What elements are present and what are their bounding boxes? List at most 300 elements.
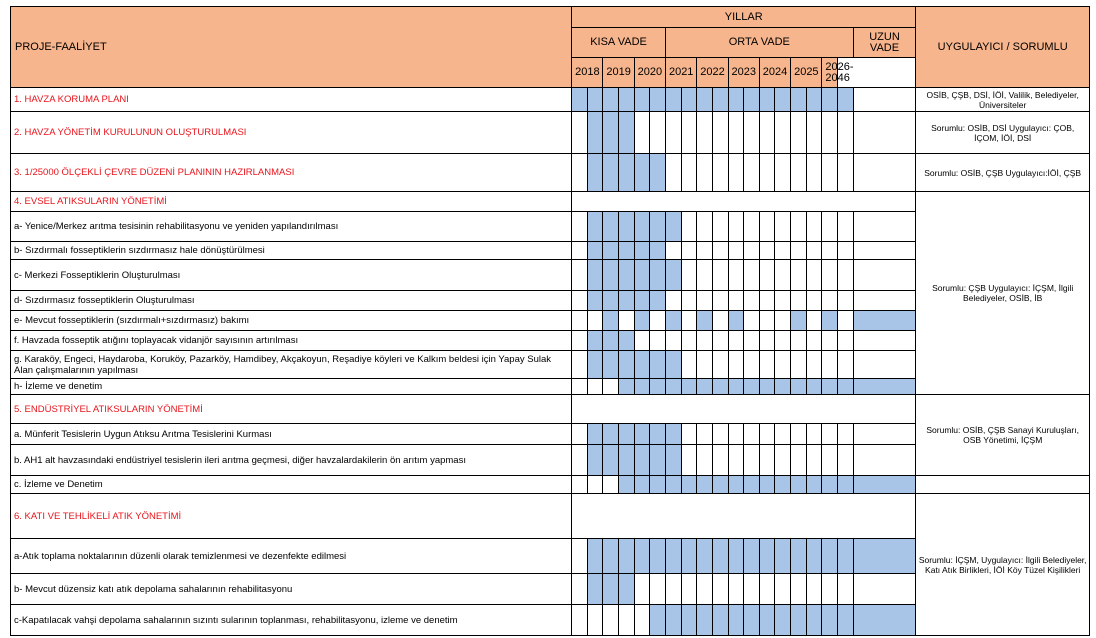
schedule-cell — [712, 212, 728, 242]
year-2020: 2020 — [634, 58, 665, 88]
activity-label: a- Yenice/Merkez arıtma tesisinin rehabilitasyonu ve yeniden yapılandırılması — [11, 212, 572, 242]
schedule-cell-active — [728, 476, 744, 494]
schedule-cell — [759, 424, 775, 445]
schedule-cell — [587, 605, 603, 636]
schedule-cell — [853, 112, 916, 154]
schedule-cell-active — [634, 242, 650, 260]
schedule-cell — [681, 574, 697, 605]
schedule-cell — [759, 154, 775, 192]
schedule-cell — [806, 424, 822, 445]
schedule-cell — [744, 242, 760, 260]
schedule-cell — [759, 445, 775, 476]
schedule-cell-active — [619, 88, 635, 112]
schedule-cell — [775, 351, 791, 379]
schedule-cell-active — [838, 379, 854, 395]
schedule-cell — [744, 260, 760, 291]
schedule-cell-active — [759, 88, 775, 112]
year-2018: 2018 — [572, 58, 603, 88]
schedule-cell-active — [806, 605, 822, 636]
schedule-cell-active — [775, 88, 791, 112]
schedule-cell — [697, 212, 713, 242]
schedule-cell-active — [665, 88, 681, 112]
schedule-cell — [650, 311, 666, 331]
activity-header: PROJE-FAALİYET — [11, 7, 572, 88]
responsible-cell: Sorumlu: İÇŞM, Uygulayıcı: İlgili Belediyeler, Katı Atık Birlikleri, İÖİ Köy Tüzel Kişilikleri — [916, 494, 1090, 636]
schedule-cell-active — [665, 605, 681, 636]
schedule-cell — [572, 154, 588, 192]
schedule-cell — [681, 291, 697, 311]
schedule-cell — [712, 574, 728, 605]
schedule-cell — [634, 605, 650, 636]
schedule-cell — [744, 311, 760, 331]
years-header: YILLAR — [572, 7, 916, 28]
schedule-cell — [853, 242, 916, 260]
mid-term-header: ORTA VADE — [665, 28, 853, 58]
schedule-cell-active — [634, 379, 650, 395]
schedule-cell — [681, 311, 697, 331]
schedule-cell — [634, 331, 650, 351]
schedule-cell — [728, 424, 744, 445]
schedule-cell-active — [619, 539, 635, 574]
schedule-cell — [697, 291, 713, 311]
schedule-cell — [650, 574, 666, 605]
schedule-cell-active — [665, 445, 681, 476]
schedule-cell-active — [775, 379, 791, 395]
schedule-cell-active — [603, 424, 619, 445]
schedule-cell-active — [619, 379, 635, 395]
schedule-cell — [759, 260, 775, 291]
schedule-cell-active — [728, 379, 744, 395]
year-2026-2046: 2026-2046 — [822, 58, 838, 88]
responsible-cell — [916, 476, 1090, 494]
schedule-cell — [728, 112, 744, 154]
schedule-cell — [838, 260, 854, 291]
schedule-cell — [712, 260, 728, 291]
schedule-cell — [806, 351, 822, 379]
schedule-cell-active — [775, 605, 791, 636]
schedule-cell — [572, 574, 588, 605]
schedule-cell — [853, 331, 916, 351]
schedule-cell — [712, 291, 728, 311]
schedule-cell-active — [853, 379, 916, 395]
schedule-cell — [822, 445, 838, 476]
schedule-cell — [838, 574, 854, 605]
schedule-cell — [775, 445, 791, 476]
schedule-cell — [665, 154, 681, 192]
schedule-cell-active — [791, 605, 807, 636]
schedule-cell — [791, 242, 807, 260]
schedule-cell-active — [665, 424, 681, 445]
schedule-cell-active — [650, 445, 666, 476]
activity-row — [11, 154, 1090, 192]
schedule-cell — [791, 260, 807, 291]
schedule-cell-active — [650, 88, 666, 112]
activity-label: d- Sızdırmasız fosseptiklerin Oluşturulması — [11, 291, 572, 311]
schedule-cell — [853, 88, 916, 112]
schedule-cell-active — [572, 88, 588, 112]
schedule-cell-active — [634, 476, 650, 494]
schedule-cell — [759, 242, 775, 260]
schedule-cell — [681, 445, 697, 476]
schedule-cell — [744, 112, 760, 154]
schedule-cell — [775, 112, 791, 154]
activity-label: b- Sızdırmalı fosseptiklerin sızdırmasız hale dönüştürülmesi — [11, 242, 572, 260]
schedule-cell-active — [634, 88, 650, 112]
schedule-cell — [728, 331, 744, 351]
schedule-cell-active — [587, 331, 603, 351]
year-2022: 2022 — [697, 58, 728, 88]
schedule-cell — [822, 331, 838, 351]
schedule-cell — [791, 574, 807, 605]
schedule-cell — [822, 154, 838, 192]
schedule-cell — [728, 212, 744, 242]
schedule-cell-active — [665, 351, 681, 379]
schedule-cell — [791, 424, 807, 445]
schedule-cell — [587, 476, 603, 494]
section-heading: 4. EVSEL ATIKSULARIN YÖNETİMİ — [11, 192, 572, 212]
schedule-cell — [712, 242, 728, 260]
schedule-cell-active — [587, 212, 603, 242]
schedule-cell-active — [712, 88, 728, 112]
schedule-cell-active — [650, 605, 666, 636]
schedule-cell-active — [619, 260, 635, 291]
schedule-cell-active — [587, 291, 603, 311]
schedule-cell — [744, 574, 760, 605]
schedule-cell — [572, 424, 588, 445]
schedule-cell — [838, 445, 854, 476]
activity-label: e- Mevcut fosseptiklerin (sızdırmalı+sızdırmasız) bakımı — [11, 311, 572, 331]
schedule-cell — [728, 445, 744, 476]
schedule-cell — [791, 351, 807, 379]
schedule-cell-active — [587, 445, 603, 476]
schedule-cell-active — [619, 331, 635, 351]
schedule-cell — [791, 154, 807, 192]
schedule-cell — [744, 212, 760, 242]
schedule-cell — [712, 445, 728, 476]
schedule-cell — [697, 242, 713, 260]
schedule-cell — [853, 212, 916, 242]
schedule-cell — [744, 424, 760, 445]
schedule-cell-active — [806, 476, 822, 494]
schedule-cell — [853, 445, 916, 476]
schedule-cell — [697, 112, 713, 154]
schedule-cell — [572, 311, 588, 331]
schedule-cell-active — [791, 539, 807, 574]
schedule-cell — [697, 260, 713, 291]
schedule-cell — [603, 379, 619, 395]
schedule-cell-active — [806, 539, 822, 574]
schedule-cell-active — [650, 379, 666, 395]
schedule-cell — [853, 574, 916, 605]
schedule-cell — [572, 112, 588, 154]
schedule-cell-active — [681, 88, 697, 112]
schedule-cell-active — [634, 311, 650, 331]
schedule-cell-active — [822, 88, 838, 112]
schedule-cell — [572, 331, 588, 351]
schedule-cell — [665, 291, 681, 311]
schedule-cell — [838, 112, 854, 154]
schedule-cell — [853, 351, 916, 379]
schedule-cell-active — [603, 88, 619, 112]
schedule-cell-active — [634, 445, 650, 476]
schedule-cell-active — [603, 311, 619, 331]
activity-label: c- Merkezi Fosseptiklerin Oluşturulması — [11, 260, 572, 291]
activity-label: f. Havzada fosseptik atığını toplayacak vidanjör sayısının artırılması — [11, 331, 572, 351]
schedule-cell — [853, 260, 916, 291]
schedule-cell — [822, 574, 838, 605]
schedule-cell — [806, 242, 822, 260]
schedule-cell-active — [744, 88, 760, 112]
schedule-cell — [759, 212, 775, 242]
schedule-cell-active — [634, 424, 650, 445]
section-blank-cells — [572, 192, 916, 212]
schedule-cell-active — [791, 476, 807, 494]
schedule-cell-active — [603, 539, 619, 574]
schedule-cell — [650, 331, 666, 351]
schedule-cell-active — [759, 379, 775, 395]
schedule-cell-active — [697, 379, 713, 395]
schedule-cell-active — [650, 476, 666, 494]
schedule-cell — [681, 112, 697, 154]
schedule-cell-active — [744, 539, 760, 574]
schedule-cell-active — [603, 574, 619, 605]
activity-label: b- Mevcut düzensiz katı atık depolama sahalarının rehabilitasyonu — [11, 574, 572, 605]
activity-label: c-Kapatılacak vahşi depolama sahalarının sızıntı sularının toplanması, rehabilitasyonu, izleme ve denetim — [11, 605, 572, 636]
year-2021: 2021 — [665, 58, 696, 88]
schedule-cell — [838, 424, 854, 445]
schedule-cell-active — [665, 212, 681, 242]
schedule-cell-active — [853, 539, 916, 574]
schedule-cell — [775, 154, 791, 192]
schedule-cell-active — [603, 154, 619, 192]
schedule-cell-active — [728, 539, 744, 574]
schedule-cell-active — [744, 379, 760, 395]
schedule-cell — [681, 260, 697, 291]
schedule-cell — [603, 476, 619, 494]
schedule-cell-active — [775, 476, 791, 494]
schedule-cell-active — [650, 291, 666, 311]
schedule-cell — [603, 605, 619, 636]
activity-label: c. İzleme ve Denetim — [11, 476, 572, 494]
schedule-cell — [759, 574, 775, 605]
schedule-cell — [744, 154, 760, 192]
schedule-cell — [697, 154, 713, 192]
schedule-cell-active — [822, 605, 838, 636]
schedule-cell-active — [822, 539, 838, 574]
schedule-cell — [806, 154, 822, 192]
activity-row — [11, 476, 1090, 494]
year-2025: 2025 — [791, 58, 822, 88]
schedule-cell-active — [838, 476, 854, 494]
schedule-cell-active — [619, 112, 635, 154]
schedule-cell-active — [603, 445, 619, 476]
schedule-cell-active — [619, 476, 635, 494]
schedule-cell-active — [619, 154, 635, 192]
schedule-cell-active — [650, 212, 666, 242]
schedule-cell — [572, 379, 588, 395]
schedule-cell-active — [619, 424, 635, 445]
schedule-cell-active — [650, 351, 666, 379]
schedule-cell — [587, 311, 603, 331]
schedule-cell — [681, 331, 697, 351]
schedule-cell — [634, 574, 650, 605]
activity-row — [11, 112, 1090, 154]
schedule-cell — [744, 291, 760, 311]
schedule-cell-active — [665, 476, 681, 494]
schedule-cell-active — [775, 539, 791, 574]
responsible-header: UYGULAYICI / SORUMLU — [916, 7, 1090, 88]
activity-row — [11, 192, 1090, 212]
schedule-cell — [587, 379, 603, 395]
schedule-cell-active — [665, 260, 681, 291]
year-2023: 2023 — [728, 58, 759, 88]
schedule-cell-active — [838, 539, 854, 574]
schedule-cell — [775, 331, 791, 351]
schedule-cell-active — [853, 476, 916, 494]
schedule-cell — [712, 331, 728, 351]
schedule-cell — [791, 445, 807, 476]
schedule-cell-active — [619, 445, 635, 476]
schedule-cell — [744, 331, 760, 351]
schedule-cell-active — [681, 605, 697, 636]
schedule-cell — [838, 154, 854, 192]
schedule-cell — [806, 212, 822, 242]
schedule-cell — [697, 445, 713, 476]
schedule-cell — [806, 260, 822, 291]
schedule-cell-active — [822, 311, 838, 331]
schedule-cell — [775, 212, 791, 242]
schedule-cell-active — [665, 379, 681, 395]
schedule-cell-active — [587, 539, 603, 574]
schedule-cell — [822, 112, 838, 154]
schedule-cell-active — [697, 476, 713, 494]
schedule-cell-active — [587, 424, 603, 445]
schedule-cell — [759, 112, 775, 154]
schedule-cell-active — [712, 539, 728, 574]
schedule-cell-active — [619, 291, 635, 311]
schedule-cell — [665, 331, 681, 351]
schedule-cell-active — [650, 242, 666, 260]
schedule-cell — [572, 212, 588, 242]
schedule-cell-active — [603, 260, 619, 291]
schedule-cell-active — [697, 311, 713, 331]
schedule-cell-active — [650, 260, 666, 291]
schedule-cell-active — [791, 88, 807, 112]
schedule-cell — [665, 112, 681, 154]
activity-label: a-Atık toplama noktalarının düzenli olarak temizlenmesi ve dezenfekte edilmesi — [11, 539, 572, 574]
schedule-cell-active — [634, 291, 650, 311]
schedule-cell — [681, 242, 697, 260]
schedule-cell-active — [681, 539, 697, 574]
schedule-cell — [806, 574, 822, 605]
schedule-cell-active — [759, 476, 775, 494]
schedule-cell-active — [853, 605, 916, 636]
schedule-cell — [806, 445, 822, 476]
schedule-cell — [791, 291, 807, 311]
schedule-cell — [712, 351, 728, 379]
schedule-cell — [712, 112, 728, 154]
year-2019: 2019 — [603, 58, 634, 88]
schedule-cell — [838, 212, 854, 242]
schedule-cell-active — [619, 574, 635, 605]
schedule-cell-active — [587, 574, 603, 605]
schedule-cell — [665, 242, 681, 260]
schedule-cell — [728, 260, 744, 291]
schedule-cell — [853, 291, 916, 311]
schedule-cell — [822, 242, 838, 260]
schedule-cell — [791, 112, 807, 154]
schedule-cell-active — [634, 212, 650, 242]
section-heading: 5. ENDÜSTRİYEL ATIKSULARIN YÖNETİMİ — [11, 395, 572, 424]
schedule-cell — [759, 291, 775, 311]
schedule-cell — [572, 351, 588, 379]
schedule-cell-active — [634, 351, 650, 379]
section-heading: 6. KATI VE TEHLİKELİ ATIK YÖNETİMİ — [11, 494, 572, 539]
activity-label: a. Münferit Tesislerin Uygun Atıksu Arıtma Tesislerini Kurması — [11, 424, 572, 445]
schedule-cell — [775, 311, 791, 331]
schedule-cell-active — [806, 88, 822, 112]
long-term-header: UZUN VADE — [853, 28, 916, 58]
schedule-cell-active — [712, 605, 728, 636]
schedule-cell — [759, 331, 775, 351]
schedule-cell — [728, 291, 744, 311]
schedule-cell-active — [587, 242, 603, 260]
schedule-cell — [806, 291, 822, 311]
schedule-cell-active — [759, 539, 775, 574]
schedule-cell — [728, 574, 744, 605]
schedule-cell — [791, 331, 807, 351]
schedule-cell — [572, 605, 588, 636]
responsible-cell: Sorumlu: OSİB, ÇŞB Sanayi Kuruluşları, OSB Yönetimi, İÇŞM — [916, 395, 1090, 476]
schedule-cell — [572, 476, 588, 494]
section-heading: 3. 1/25000 ÖLÇEKLİ ÇEVRE DÜZENİ PLANININ HAZIRLANMASI — [11, 154, 572, 192]
schedule-cell — [775, 291, 791, 311]
schedule-cell — [572, 445, 588, 476]
schedule-cell — [572, 242, 588, 260]
schedule-cell — [759, 311, 775, 331]
responsible-cell: Sorumlu: OSİB, ÇŞB Uygulayıcı:İÖİ, ÇŞB — [916, 154, 1090, 192]
schedule-cell — [853, 154, 916, 192]
activity-row — [11, 494, 1090, 539]
schedule-cell-active — [650, 539, 666, 574]
schedule-cell — [728, 242, 744, 260]
schedule-cell — [634, 112, 650, 154]
schedule-cell-active — [603, 242, 619, 260]
schedule-cell-active — [587, 88, 603, 112]
schedule-cell-active — [603, 212, 619, 242]
schedule-cell-active — [619, 212, 635, 242]
project-schedule-table — [10, 6, 1090, 636]
schedule-cell-active — [650, 154, 666, 192]
activity-row — [11, 88, 1090, 112]
schedule-cell-active — [587, 154, 603, 192]
schedule-cell — [744, 351, 760, 379]
schedule-cell — [712, 311, 728, 331]
section-heading: 2. HAVZA YÖNETİM KURULUNUN OLUŞTURULMASI — [11, 112, 572, 154]
schedule-cell-active — [791, 379, 807, 395]
schedule-cell — [822, 212, 838, 242]
section-blank-cells — [572, 395, 916, 424]
schedule-cell-active — [634, 539, 650, 574]
schedule-cell — [619, 605, 635, 636]
schedule-cell — [775, 574, 791, 605]
schedule-cell-active — [838, 605, 854, 636]
schedule-cell — [775, 424, 791, 445]
schedule-cell-active — [665, 311, 681, 331]
schedule-cell — [822, 260, 838, 291]
schedule-cell-active — [634, 154, 650, 192]
schedule-cell — [681, 351, 697, 379]
